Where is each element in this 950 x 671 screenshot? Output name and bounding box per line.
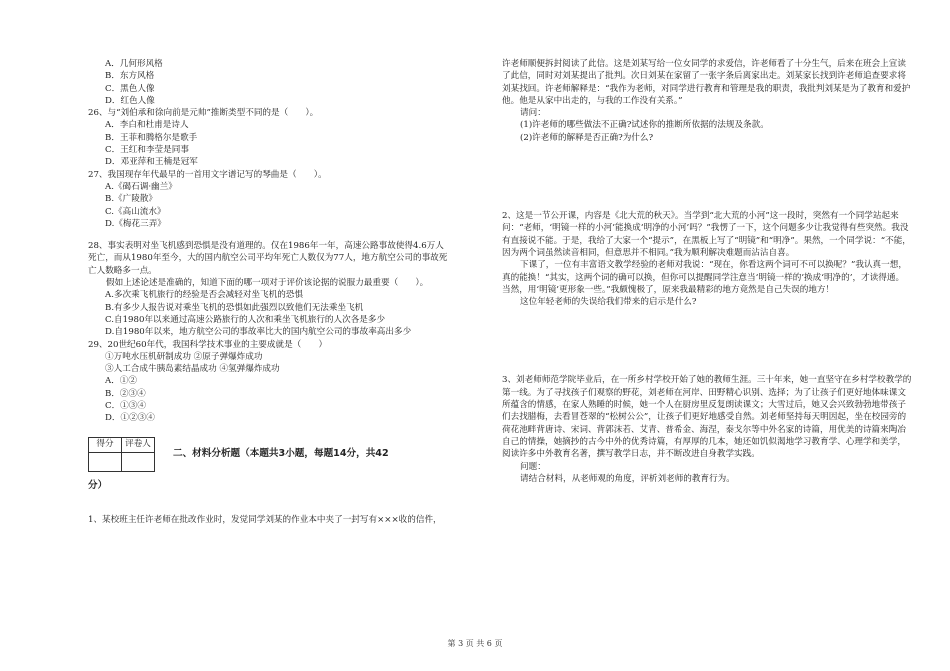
left-column [88, 58, 488, 526]
score-table [88, 437, 155, 472]
q25-option-b: B．东方风格 [105, 71, 155, 82]
q25-option-a: A．几何形风格 [105, 59, 163, 69]
q29-option-d: D．①②③④ [105, 413, 155, 424]
grader-cell [122, 452, 155, 471]
q26-option-b: B．王菲和腾格尔是歌手 [105, 132, 198, 143]
q28-stem-line-1: 28、事实表明对坐飞机感到恐惧是没有道理的。仅在1986年一年，高速公路事故使得4.6万人 [88, 241, 444, 252]
section-title-tail: 分） [88, 479, 108, 491]
q28-option-c: C.自1980年以来通过高速公路旅行的人次和乘坐飞机旅行的人次各是多少 [105, 314, 386, 325]
q27-stem: 27、我国现存年代最早的一首用文字谱记写的琴曲是（ ）。 [88, 169, 327, 180]
material-1-continued: 许老师顺便拆封阅读了此信。这是刘某写给一位女同学的求爱信，许老师看了十分生气，后来在班会上宣读了此信，同时对刘某提出了批判。次日刘某在家留了一张字条后离家出走。刘某家长找到许老师追查要求将刘某找回。许老师解释是：“我作为老师，对同学进行教育和管理是我的职责，我批判刘某是为了教育和爱护他。他是从家中出走的，与我的工作没有关系。” [502, 59, 911, 106]
q25-option-c: C．黑色人像 [105, 83, 155, 94]
material-2-body-2: 下课了，一位有丰富语文教学经验的老师对我说：“现在，你看这两个词可不可以换呢？”我认真一想，真的能换！“其实，这两个词的确可以换，但你可以提醒同学注意当‘明镜一样的’换成‘明净的’，才读得通。当然，用‘明镜’更形象一些。”我颇愧极了，原来我最精彩的地方竟然是自己失误的地方！ [502, 260, 907, 295]
material-2-body: 2、这是一节公开课，内容是《北大荒的秋天》。当学到“北大荒的小河”这一段时，突然有一个同学站起来问：“老师，‘明镜一样的小河’能换成‘明净的小河’吗？”我愣了一下，这个问题多少让我觉得有些突然。我没有直接说不能。于是，我给了大家一个“提示”，在黑板上写了“明镜”和“明净”。果然，一个同学说：“不能，因为两个词虽然读音相同，但意思并不相同。”我为顺利解决难题而沾沾自喜。 [502, 211, 911, 258]
q27-option-a: A.《碣石调·幽兰》 [105, 181, 177, 192]
material-1-question-1: (1)许老师的哪些做法不正确?试述你的推断所依据的法规及条款。 [520, 120, 769, 131]
material-1-start: 1、某校班主任许老师在批改作业时，发觉同学刘某的作业本中夹了一封写有×××收的信件， [88, 514, 442, 525]
q27-option-b: B.《广陵散》 [105, 194, 158, 205]
right-column [502, 58, 912, 485]
material-3-body: 3、刘老师师范学院毕业后，在一所乡村学校开始了她的教师生涯。三十年来，她一直坚守在乡村学校教学的第一线。为了寻找孩子们观察的野花，刘老师在河岸、田野精心识别、选择；为了让孩子们更好地体味课文所蕴含的情感，在家人熟睡的时候，她一个人在厨房里反复朗读课文；大雪过后，她又会兴致勃勃地带孩子们去找腊梅，去看冒苍翠的“松树公公”，让孩子们更好地感受自然。刘老师坚持每天明因起，坐在校园旁的荷花池畔背唐诗、宋词、背郭沫若、艾青、普希金、海涅，泰戈尔等中外名家的诗篇，用优美的诗篇来陶冶自己的情操，她摘抄的古今中外的优秀诗篇，有厚厚的几本，她还如饥似渴地学习教育学、心理学和美学，阅读许多中外教育名著，撰写教学日志，并不断改进自身教学实践。 [502, 375, 912, 460]
section-title: 二、材料分析题（本题共3小题，每题14分，共42 [173, 447, 389, 459]
material-2-question: 这位年轻老师的失误给我们带来的启示是什么? [520, 297, 697, 308]
q28-option-d: D.自1980年以来，地方航空公司的事故率比大的国内航空公司的事故率高出多少 [105, 327, 412, 338]
q26-option-c: C．王红和李莹是同事 [105, 145, 189, 156]
grader-label: 评卷人 [122, 437, 155, 452]
q29-item-line-2: ③人工合成牛胰岛素结晶成功 ④氢弹爆炸成功 [105, 364, 280, 375]
material-1-ask: 请问： [520, 108, 546, 119]
q25-option-d: D．红色人像 [105, 95, 155, 106]
q26-option-a: A．李白和杜甫是诗人 [105, 120, 189, 131]
q29-item-line-1: ①万吨水压机研制成功 ②原子弹爆炸成功 [105, 351, 263, 362]
q27-option-d: D.《梅花三弄》 [105, 218, 166, 229]
material-1-question-2: (2)许老师的解释是否正确?为什么? [520, 132, 654, 143]
q26-option-d: D．邓亚萍和王楠是冠军 [105, 157, 198, 168]
q28-option-a: A.多次乘飞机旅行的经验是否会减轻对坐飞机的恐惧 [105, 290, 304, 301]
q28-option-b: B.有多少人报告说对乘坐飞机的恐惧如此强烈以致他们无法乘坐飞机 [105, 302, 364, 313]
q27-option-c: C.《高山流水》 [105, 206, 166, 217]
q29-stem: 29、20世纪60年代，我国科学技术事业的主要成就是（ ） [88, 339, 328, 350]
material-3-ask: 问题： [520, 461, 546, 472]
score-cell [89, 452, 122, 471]
q29-option-b: B．②③④ [105, 388, 146, 399]
material-3-question: 请结合材料，从老师观的角度，评析刘老师的教育行为。 [520, 473, 735, 484]
score-label: 得分 [89, 437, 122, 452]
section-header [88, 437, 488, 472]
q29-option-c: C．①③④ [105, 401, 146, 412]
q26-stem: 26、与“刘伯承和徐向前是元帅”推断类型不同的是（ ）。 [88, 108, 319, 119]
page-footer: 第 3 页 共 6 页 [447, 639, 503, 648]
q29-option-a: A．①② [105, 376, 137, 387]
q28-stem-line-2: 死亡，而从1980年至今，大的国内航空公司平均年死亡人数仅为77人，地方航空公司的事故死 [88, 253, 448, 264]
q28-question: 假如上述论述是准确的，知道下面的哪一项对于评价该论据的说服力最重要（ ）。 [106, 278, 429, 289]
q28-stem-line-3: 亡人数略多一点。 [88, 265, 157, 276]
